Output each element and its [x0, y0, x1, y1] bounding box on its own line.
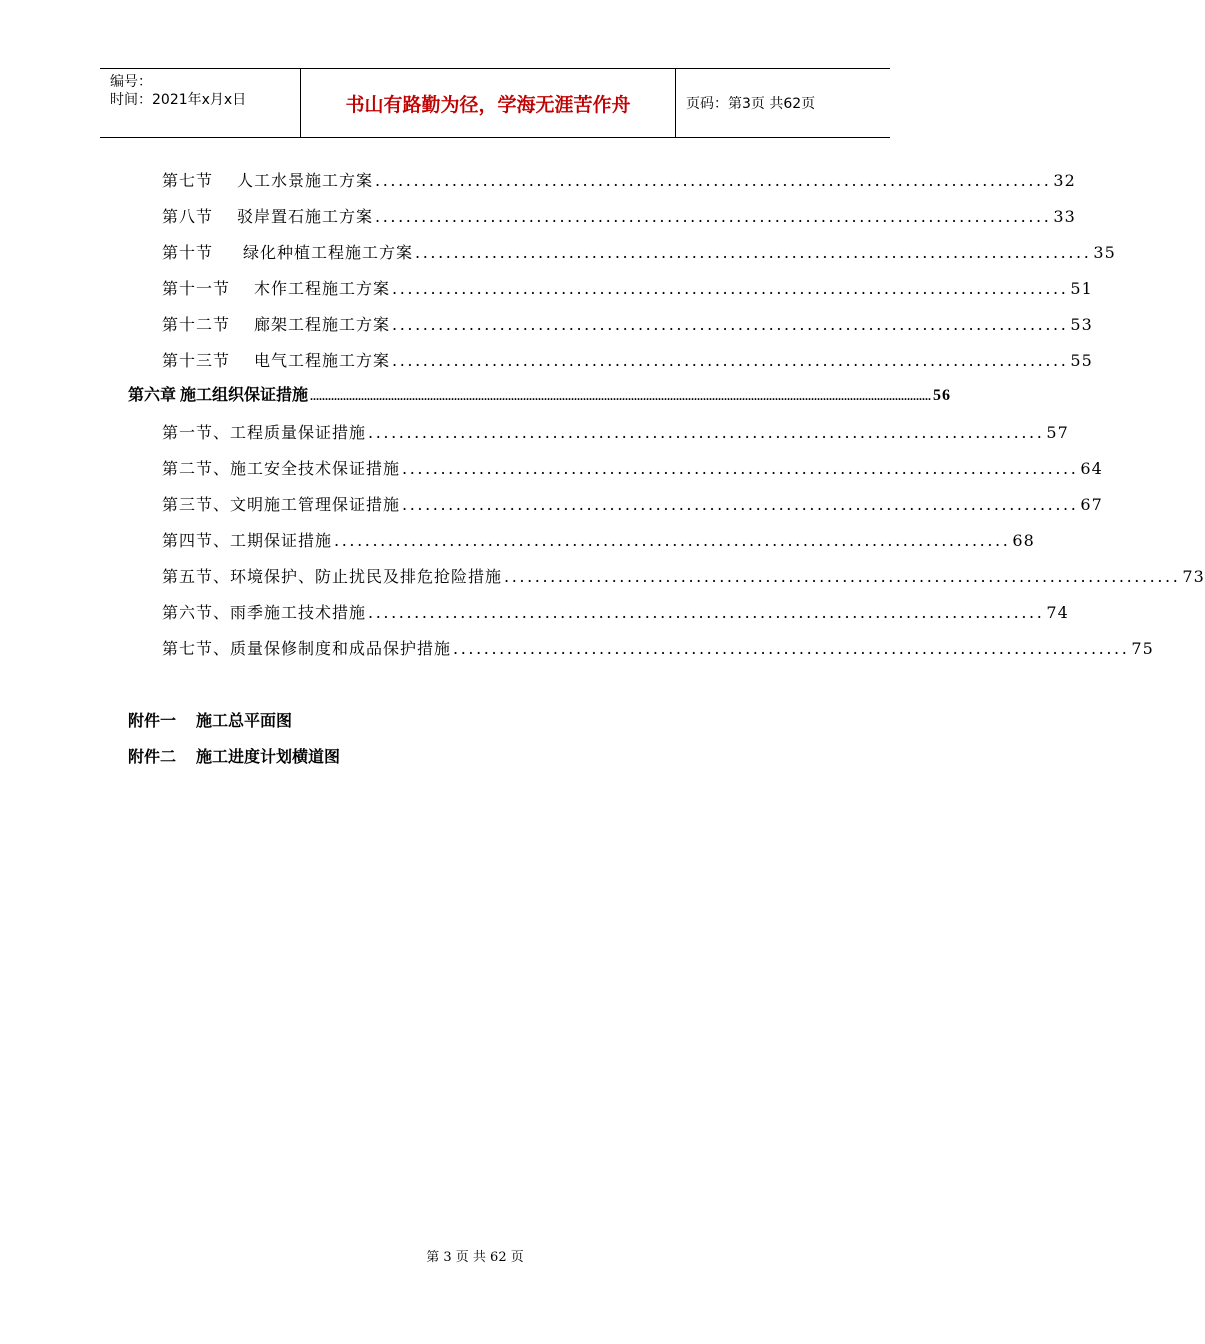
- toc-leader-dots: ........................................................................................: [402, 459, 1079, 478]
- toc-entry-label: 第十二节: [162, 315, 231, 334]
- toc-leader-dots: ........................................................................................: [334, 531, 1011, 550]
- toc-entry-page: 67: [1080, 495, 1103, 514]
- toc-entry-title: 第一节、工程质量保证措施: [162, 423, 367, 442]
- toc-leader-dots: ........................................................................................: [392, 315, 1069, 334]
- page-header: [100, 68, 890, 138]
- toc-entry-title: 驳岸置石施工方案: [237, 207, 374, 226]
- toc-entry[interactable]: [162, 494, 1103, 516]
- header-page-info: 页码：第3页 共62页: [686, 96, 816, 112]
- toc-entry-page: 32: [1053, 171, 1076, 190]
- toc-entry-page: 51: [1070, 279, 1093, 298]
- toc-leader-dots: ........................................................................................: [368, 423, 1045, 442]
- toc-entry-page: 74: [1046, 603, 1069, 622]
- toc-entry[interactable]: [162, 170, 1076, 192]
- toc-entry-title: 第四节、工期保证措施: [162, 531, 333, 550]
- toc-leader-dots: ........................................................................................: [402, 495, 1079, 514]
- toc-leader-dots: ........................................................................................: [415, 243, 1092, 262]
- toc-entry-title: 绿化种植工程施工方案: [243, 243, 414, 262]
- toc-entry-title: 电气工程施工方案: [254, 351, 391, 370]
- toc-entry-title: 第五节、环境保护、防止扰民及排危抢险措施: [162, 567, 503, 586]
- header-meta: [100, 69, 301, 137]
- toc-entry-page: 73: [1182, 567, 1205, 586]
- toc-entry-page: 75: [1131, 639, 1154, 658]
- toc-leader-dots: ........................................................................................: [375, 171, 1052, 190]
- toc-entry-page: 33: [1053, 207, 1076, 226]
- header-number-label: 编号：: [110, 74, 152, 90]
- toc-entry-page: 55: [1070, 351, 1093, 370]
- header-motto: 书山有路勤为径，学海无涯苦作舟: [301, 69, 676, 137]
- toc-entry[interactable]: [162, 242, 1116, 264]
- toc-leader-dots: ........................................................................................: [392, 279, 1069, 298]
- toc-chapter-page: 56: [933, 387, 952, 404]
- appendix-entry: [128, 744, 340, 767]
- toc-entry-page: 35: [1093, 243, 1116, 262]
- toc-leader-dots: ........................................................................................: [368, 603, 1045, 622]
- appendix-label: 附件二: [128, 747, 177, 766]
- toc-entry-label: 第十节: [162, 243, 214, 262]
- toc-entry[interactable]: [162, 638, 1154, 660]
- toc-entry[interactable]: [162, 566, 1205, 588]
- toc-entry-title: 木作工程施工方案: [254, 279, 391, 298]
- header-time-label: 时间：2021年x月x日: [110, 92, 247, 108]
- appendix-title: 施工总平面图: [196, 711, 293, 730]
- toc-entry[interactable]: [162, 350, 1093, 372]
- toc-chapter-entry[interactable]: [128, 385, 952, 407]
- toc-entry-title: 廊架工程施工方案: [254, 315, 391, 334]
- appendix-label: 附件一: [128, 711, 177, 730]
- toc-entry-page: 64: [1080, 459, 1103, 478]
- toc-entry[interactable]: [162, 458, 1103, 480]
- toc-leader-dots: ........................................................................................: [392, 351, 1069, 370]
- toc-entry-label: 第八节: [162, 207, 214, 226]
- toc-entry-title: 第三节、文明施工管理保证措施: [162, 495, 401, 514]
- toc-entry-page: 53: [1070, 315, 1093, 334]
- toc-entry-title: 第七节、质量保修制度和成品保护措施: [162, 639, 452, 658]
- toc-entry[interactable]: [162, 278, 1093, 300]
- toc-leader-dots: ........................................................................................: [375, 207, 1052, 226]
- toc-leader-dots: ........................................................................................: [504, 567, 1181, 586]
- toc-entry[interactable]: [162, 422, 1069, 444]
- toc-entry-title: 人工水景施工方案: [237, 171, 374, 190]
- toc-entry[interactable]: [162, 602, 1069, 624]
- toc-entry-page: 57: [1046, 423, 1069, 442]
- toc-entry-page: 68: [1012, 531, 1035, 550]
- toc-entry[interactable]: [162, 314, 1093, 336]
- toc-entry-title: 第二节、施工安全技术保证措施: [162, 459, 401, 478]
- toc-entry-label: 第十一节: [162, 279, 231, 298]
- appendix-title: 施工进度计划横道图: [196, 747, 341, 766]
- toc-leader-dots: ........................................................................................: [453, 639, 1130, 658]
- appendix-entry: [128, 708, 292, 731]
- toc-entry-label: 第七节: [162, 171, 214, 190]
- toc-entry-title: 第六节、雨季施工技术措施: [162, 603, 367, 622]
- toc-entry[interactable]: [162, 530, 1035, 552]
- toc-entry-label: 第十三节: [162, 351, 231, 370]
- toc-entry[interactable]: [162, 206, 1076, 228]
- toc-leader-dots: ...............................................................................................................................................................................................................: [310, 389, 932, 403]
- page-footer: 第 3 页 共 62 页: [426, 1250, 524, 1265]
- toc-chapter-label: 第六章 施工组织保证措施: [128, 387, 309, 404]
